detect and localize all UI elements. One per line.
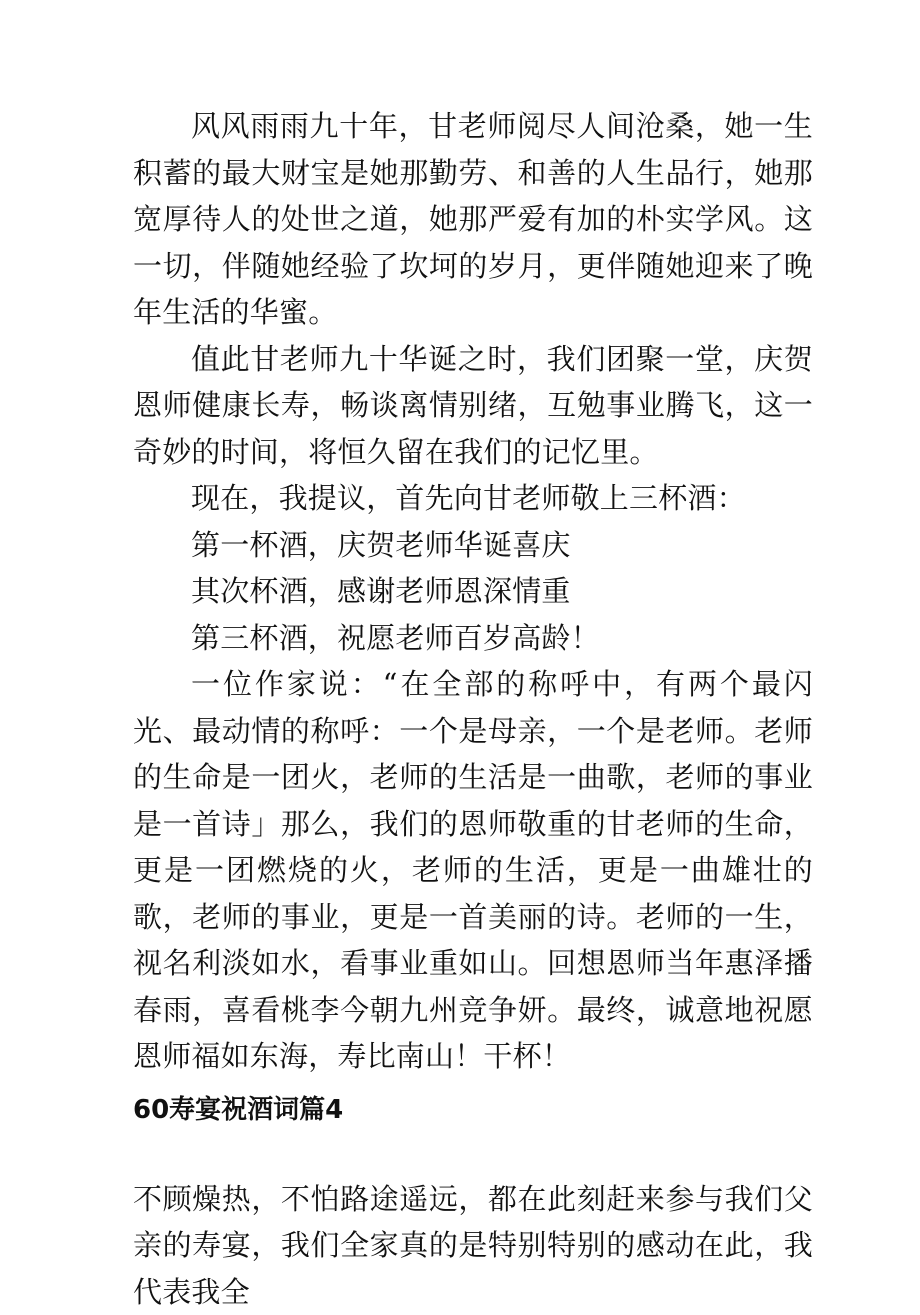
paragraph-birthday-gathering: 值此甘老师九十华诞之时，我们团聚一堂，庆贺恩师健康长寿，畅谈离情别绪，互勉事业腾飞，这一奇妙的时间，将恒久留在我们的记忆里。 xyxy=(133,336,813,476)
paragraph-writer-quote: 一位作家说：“在全部的称呼中，有两个最闪光、最动情的称呼：一个是母亲，一个是老师。老师的生命是一团火，老师的生活是一曲歌，老师的事业是一首诗」那么，我们的恩师敬重的甘老师的生命，更是一团燃烧的火，老师的生活，更是一曲雄壮的歌，老师的事业，更是一首美丽的诗。老师的一生，视名利淡如水，看事业重如山。回想恩师当年惠泽播春雨，喜看桃李今朝九州竞争妍。最终，诚意地祝愿恩师福如东海，寿比南山！干杯！ xyxy=(133,661,813,1080)
section-heading: 60寿宴祝酒词篇4 xyxy=(133,1090,813,1130)
paragraph-third-toast: 第三杯酒，祝愿老师百岁高龄！ xyxy=(133,615,813,662)
document-page xyxy=(133,103,813,1315)
paragraph-first-toast: 第一杯酒，庆贺老师华诞喜庆 xyxy=(133,522,813,569)
paragraph-section-opening: 不顾燥热，不怕路途遥远，都在此刻赶来参与我们父亲的寿宴，我们全家真的是特别特别的感动在此，我代表我全 xyxy=(133,1176,813,1315)
paragraph-second-toast: 其次杯酒，感谢老师恩深情重 xyxy=(133,568,813,615)
paragraph-toast-proposal: 现在，我提议，首先向甘老师敬上三杯酒： xyxy=(133,475,813,522)
paragraph-ninety-years: 风风雨雨九十年，甘老师阅尽人间沧桑，她一生积蓄的最大财宝是她那勤劳、和善的人生品行，她那宽厚待人的处世之道，她那严爱有加的朴实学风。这一切，伴随她经验了坎坷的岁月，更伴随她迎来了晚年生活的华蜜。 xyxy=(133,103,813,336)
